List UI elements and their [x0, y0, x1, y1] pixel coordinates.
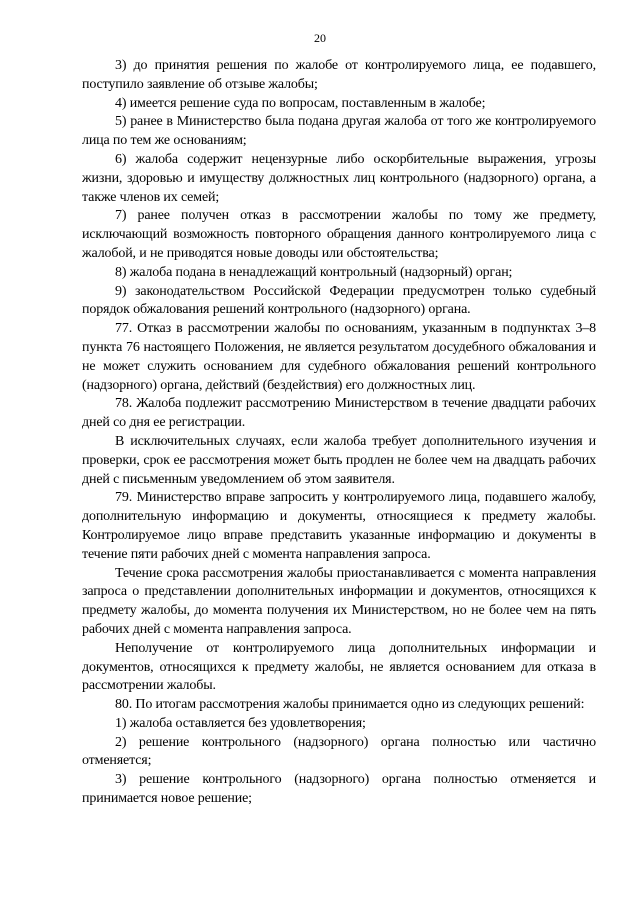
paragraph: 9) законодательством Российской Федерации предусмотрен только судебный порядок обжалования решений контрольного (надзорного) органа.: [82, 283, 596, 318]
paragraph: Течение срока рассмотрения жалобы приостанавливается с момента направления запроса о представлении дополнительных информации и документов, относящихся к предмету жалобы, до момента получения их Министерством, но не более чем на пять рабочих дней с момента направления запроса.: [82, 565, 596, 637]
paragraph: В исключительных случаях, если жалоба требует дополнительного изучения и проверки, срок ее рассмотрения может быть продлен не более чем на двадцать рабочих дней с письменным уведомлением об этом заявителя.: [82, 433, 596, 487]
paragraph: 4) имеется решение суда по вопросам, поставленным в жалобе;: [115, 95, 486, 111]
paragraph: Неполучение от контролируемого лица дополнительных информации и документов, относящихся к предмету жалобы, не является основанием для отказа в рассмотрении жалобы.: [82, 640, 596, 694]
paragraph: 77. Отказ в рассмотрении жалобы по основаниям, указанным в подпунктах 3–8 пункта 76 настоящего Положения, не является результатом досудебного обжалования и не может служить основанием для судебного обжалования решений контрольного (надзорного) органа, действий (бездействия) его должностных лиц.: [82, 321, 596, 393]
paragraph: 2) решение контрольного (надзорного) органа полностью или частично отменяется;: [82, 734, 596, 769]
paragraph: 7) ранее получен отказ в рассмотрении жалобы по тому же предмету, исключающий возможность повторного обращения данного контролируемого лица с жалобой, и не приводятся новые доводы или обстоятельства;: [82, 208, 596, 261]
paragraph: 78. Жалоба подлежит рассмотрению Министерством в течение двадцати рабочих дней со дня ее регистрации.: [82, 396, 596, 431]
paragraph: 8) жалоба подана в ненадлежащий контрольный (надзорный) орган;: [115, 264, 513, 280]
paragraph: 5) ранее в Министерство была подана другая жалоба от того же контролируемого лица по тем же основаниям;: [82, 114, 596, 149]
paragraph: 80. По итогам рассмотрения жалобы принимается одно из следующих решений:: [115, 697, 585, 713]
paragraph: 3) решение контрольного (надзорного) органа полностью отменяется и принимается новое решение;: [82, 772, 596, 807]
paragraph: 79. Министерство вправе запросить у контролируемого лица, подавшего жалобу, дополнительную информацию и документы, относящиеся к предмету жалобы. Контролируемое лицо вправе представить указанные информацию и документы в течение пяти рабочих дней с момента направления запроса.: [82, 490, 596, 562]
paragraph: 1) жалоба оставляется без удовлетворения;: [115, 715, 366, 731]
paragraph: 3) до принятия решения по жалобе от контролируемого лица, ее подавшего, поступило заявление об отзыве жалобы;: [82, 58, 596, 92]
page-number: 20: [314, 31, 326, 45]
paragraph: 6) жалоба содержит нецензурные либо оскорбительные выражения, угрозы жизни, здоровью и имуществу должностных лиц контрольного (надзорного) органа, а также членов их семей;: [82, 151, 596, 205]
document-body: [82, 57, 596, 809]
